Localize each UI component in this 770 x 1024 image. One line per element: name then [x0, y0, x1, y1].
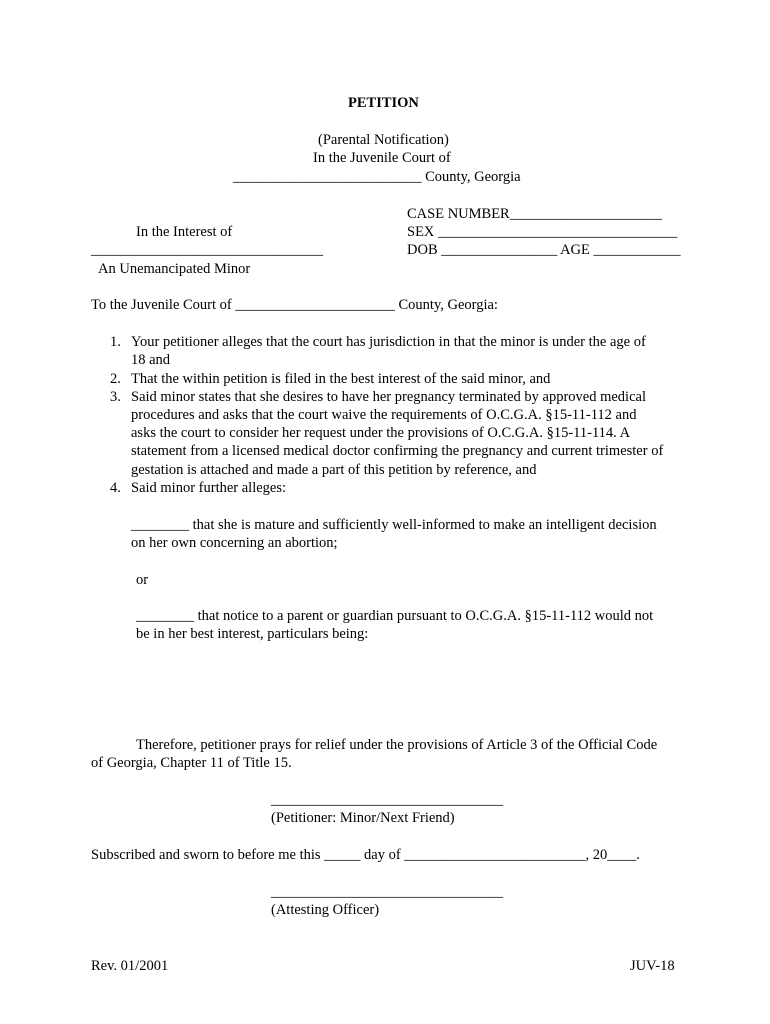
option-mature-line[interactable]: ________ that she is mature and sufficiently well-informed to make an intelligent decision [131, 517, 657, 533]
document-title: PETITION [348, 95, 419, 111]
attesting-signature-line[interactable]: ________________________________ [271, 884, 503, 900]
unemancipated-minor-label: An Unemancipated Minor [98, 261, 251, 277]
attesting-officer-label: (Attesting Officer) [271, 902, 380, 918]
allegation-line: Said minor further alleges: [131, 480, 287, 496]
county-line: __________________________ County, Georgia [233, 169, 521, 185]
revision-label: Rev. 01/2001 [91, 958, 169, 974]
form-number: JUV-18 [630, 958, 675, 974]
document-subtitle: (Parental Notification) [318, 132, 449, 148]
allegation-line: asks the court to consider her request under the provisions of O.C.G.A. §15-11-114. A [131, 425, 631, 441]
court-address-line: To the Juvenile Court of ______________________ County, Georgia: [91, 297, 498, 313]
petitioner-signature-label: (Petitioner: Minor/Next Friend) [271, 810, 455, 826]
in-the-interest-of: In the Interest of [136, 224, 233, 240]
allegation-line: Your petitioner alleges that the court has jurisdiction in that the minor is under the age of [131, 334, 646, 350]
allegation-number: 1. [110, 334, 121, 350]
allegation-line: 18 and [131, 352, 171, 368]
sworn-statement[interactable]: Subscribed and sworn to before me this _____ day of _________________________, 20____. [91, 847, 640, 863]
dob-age-field[interactable]: DOB ________________ AGE ____________ [407, 242, 681, 258]
prayer-line: Therefore, petitioner prays for relief under the provisions of Article 3 of the Official Code [136, 737, 658, 753]
allegation-line: statement from a licensed medical doctor confirming the pregnancy and current trimester of [131, 443, 664, 459]
allegation-line: gestation is attached and made a part of this petition by reference, and [131, 462, 537, 478]
option-best-interest-line: be in her best interest, particulars being: [136, 626, 369, 642]
court-line: In the Juvenile Court of [313, 150, 451, 166]
allegation-number: 2. [110, 371, 121, 387]
allegation-number: 3. [110, 389, 121, 405]
sex-field[interactable]: SEX _________________________________ [407, 224, 678, 240]
allegation-number: 4. [110, 480, 121, 496]
or-text: or [136, 572, 149, 588]
case-number-field[interactable]: CASE NUMBER_____________________ [407, 206, 662, 222]
option-best-interest-line[interactable]: ________ that notice to a parent or guardian pursuant to O.C.G.A. §15-11-112 would not [136, 608, 654, 624]
option-mature-line: on her own concerning an abortion; [131, 535, 338, 551]
allegation-line: Said minor states that she desires to have her pregnancy terminated by approved medical [131, 389, 646, 405]
petitioner-signature-line[interactable]: ________________________________ [271, 792, 503, 808]
prayer-line: of Georgia, Chapter 11 of Title 15. [91, 755, 292, 771]
allegation-line: That the within petition is filed in the best interest of the said minor, and [131, 371, 551, 387]
minor-name-field[interactable]: ________________________________ [91, 242, 323, 258]
allegation-line: procedures and asks that the court waive the requirements of O.C.G.A. §15-11-112 and [131, 407, 637, 423]
